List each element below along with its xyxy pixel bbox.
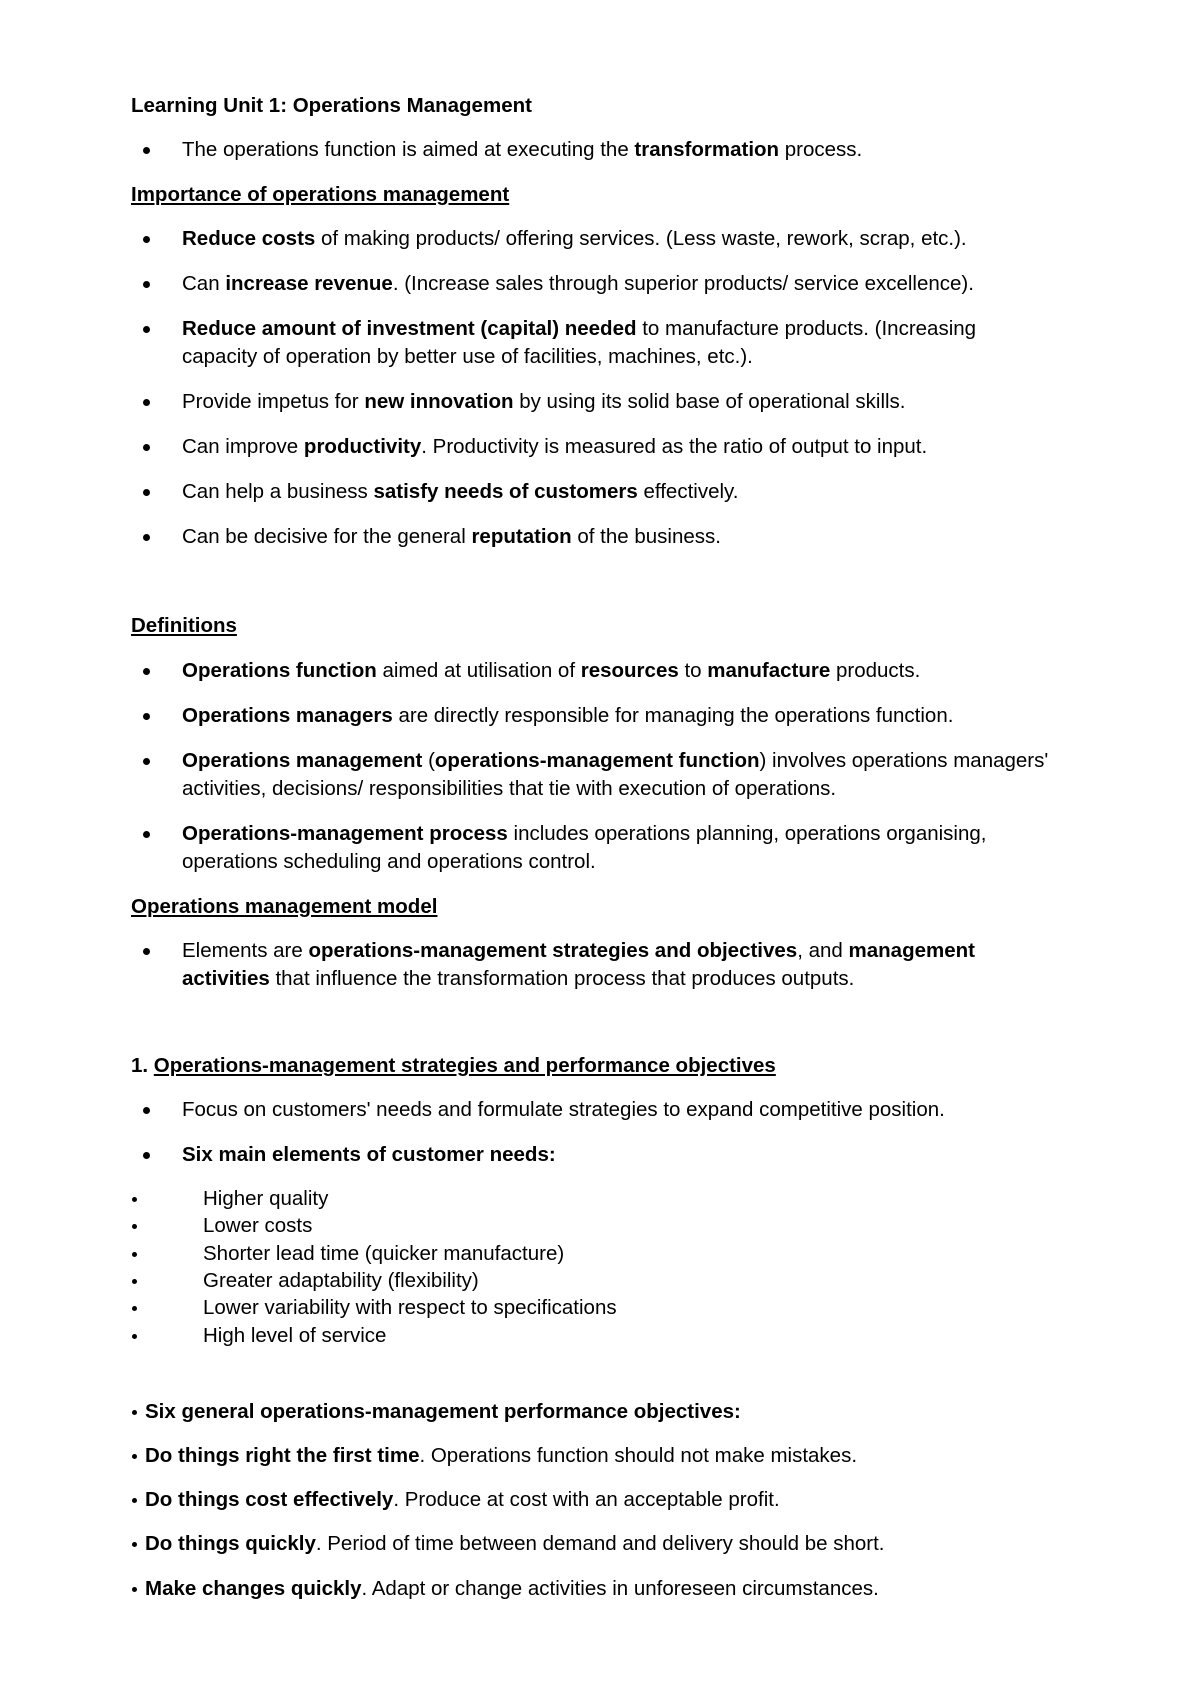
- customer-need: High level of service: [203, 1324, 387, 1347]
- customer-need: Lower variability with respect to specifications: [203, 1296, 617, 1319]
- objective-item: Make changes quickly. Adapt or change activities in unforeseen circumstances.: [145, 1577, 879, 1600]
- bullet-icon: [132, 1498, 137, 1503]
- customer-need: Greater adaptability (flexibility): [203, 1269, 479, 1292]
- importance-item: Can help a business satisfy needs of customers effectively.: [182, 480, 739, 503]
- importance-item: Can increase revenue. (Increase sales through superior products/ service excellence).: [182, 272, 974, 295]
- bullet-icon: [143, 713, 150, 720]
- model-item: Elements are operations-management strategies and objectives, and management: [182, 939, 975, 962]
- intro-item: The operations function is aimed at executing the transformation process.: [182, 138, 863, 161]
- definition-item-continued: activities, decisions/ responsibilities that tie with execution of operations.: [182, 777, 837, 800]
- document-heading: Learning Unit 1: Operations Management: [131, 94, 532, 117]
- importance-item: Provide impetus for new innovation by using its solid base of operational skills.: [182, 390, 906, 413]
- section1-title: 1. Operations-management strategies and performance objectives: [131, 1054, 776, 1077]
- importance-item: Can improve productivity. Productivity is measured as the ratio of output to input.: [182, 435, 928, 458]
- importance-item: Reduce costs of making products/ offering services. (Less waste, rework, scrap, etc.).: [182, 227, 967, 250]
- bullet-icon: [143, 489, 150, 496]
- bullet-icon: [143, 668, 150, 675]
- bullet-icon: [143, 948, 150, 955]
- objective-item: Do things right the first time. Operations function should not make mistakes.: [145, 1444, 858, 1467]
- customer-need: Shorter lead time (quicker manufacture): [203, 1242, 565, 1265]
- bullet-icon: [132, 1279, 137, 1284]
- bullet-icon: [143, 399, 150, 406]
- bullet-icon: [143, 1152, 150, 1159]
- bullet-icon: [132, 1454, 137, 1459]
- section1-item: Six main elements of customer needs:: [182, 1143, 556, 1166]
- definition-item: Operations management (operations-management function) involves operations managers': [182, 749, 1049, 772]
- customer-need: Lower costs: [203, 1214, 313, 1237]
- importance-item: Can be decisive for the general reputation of the business.: [182, 525, 721, 548]
- model-title: Operations management model: [131, 895, 438, 918]
- bullet-icon: [132, 1410, 137, 1415]
- definition-item-continued: operations scheduling and operations control.: [182, 850, 596, 873]
- bullet-icon: [132, 1197, 137, 1202]
- objectives-title: Six general operations-management performance objectives:: [145, 1400, 741, 1423]
- bullet-icon: [143, 758, 150, 765]
- bullet-icon: [143, 1107, 150, 1114]
- bullet-icon: [132, 1252, 137, 1257]
- bullet-icon: [132, 1306, 137, 1311]
- bullet-icon: [143, 326, 150, 333]
- bullet-icon: [132, 1542, 137, 1547]
- importance-title: Importance of operations management: [131, 183, 510, 206]
- importance-item: Reduce amount of investment (capital) needed to manufacture products. (Increasing: [182, 317, 977, 340]
- bullet-icon: [143, 534, 150, 541]
- bullet-icon: [143, 831, 150, 838]
- bullet-icon: [143, 147, 150, 154]
- model-item-continued: activities that influence the transformation process that produces outputs.: [182, 967, 855, 990]
- importance-item-continued: capacity of operation by better use of facilities, machines, etc.).: [182, 345, 753, 368]
- definition-item: Operations function aimed at utilisation of resources to manufacture products.: [182, 659, 921, 682]
- bullet-icon: [132, 1334, 137, 1339]
- definitions-title: Definitions: [131, 614, 237, 637]
- bullet-icon: [143, 236, 150, 243]
- definition-item: Operations-management process includes operations planning, operations organising,: [182, 822, 987, 845]
- bullet-icon: [143, 281, 150, 288]
- bullet-icon: [132, 1224, 137, 1229]
- objective-item: Do things cost effectively. Produce at cost with an acceptable profit.: [145, 1488, 780, 1511]
- customer-need: Higher quality: [203, 1187, 329, 1210]
- objective-item: Do things quickly. Period of time between demand and delivery should be short.: [145, 1532, 885, 1555]
- section1-item: Focus on customers' needs and formulate strategies to expand competitive position.: [182, 1098, 945, 1121]
- bullet-icon: [132, 1587, 137, 1592]
- bullet-icon: [143, 444, 150, 451]
- definition-item: Operations managers are directly responsible for managing the operations function.: [182, 704, 954, 727]
